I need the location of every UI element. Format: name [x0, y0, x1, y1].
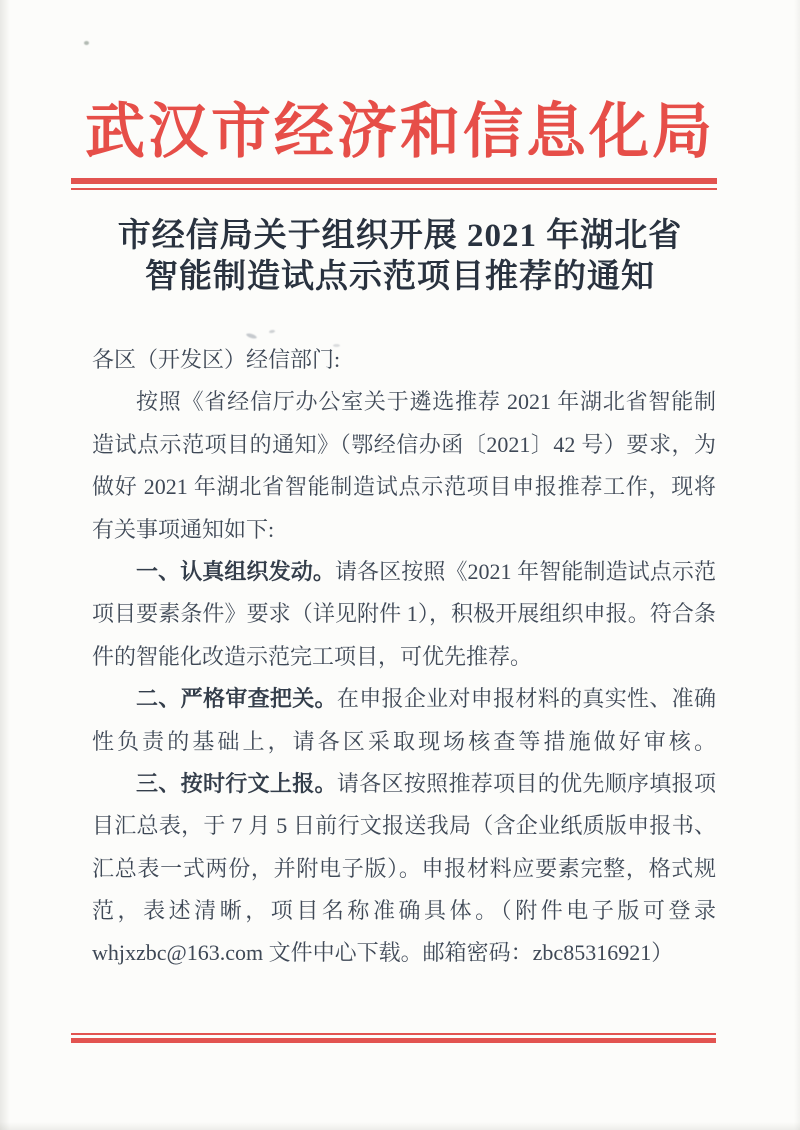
footer-rule-thick — [71, 1038, 716, 1043]
section-heading-3: 三、按时行文上报。 — [136, 770, 337, 796]
document-line: 范，表述清晰，项目名称准确具体。（附件电子版可登录 — [92, 898, 716, 924]
scan-artifact — [269, 330, 275, 334]
scan-edge-shadow — [0, 1122, 800, 1130]
contact-line: whjxzbc@163.com 文件中心下载。邮箱密码：zbc85316921） — [92, 940, 674, 966]
notice-body — [92, 339, 716, 975]
document-line: 三、按时行文上报。请各区按照推荐项目的优先顺序填报项 — [136, 770, 716, 796]
document-line: 项目要素条件》要求（详见附件 1），积极开展组织申报。符合条 — [92, 601, 716, 627]
document-line: 造试点示范项目的通知》（鄂经信办函〔2021〕42 号）要求，为 — [92, 431, 716, 457]
document-line: 性负责的基础上，请各区采取现场核查等措施做好审核。 — [92, 728, 716, 754]
notice-title-line-1: 市经信局关于组织开展 2021 年湖北省 — [117, 218, 683, 254]
section-heading-2: 二、严格审查把关。 — [136, 686, 337, 712]
document-line: 汇总表一式两份，并附电子版）。申报材料应要素完整，格式规 — [92, 855, 716, 881]
footer-rule-thin — [71, 1033, 716, 1035]
salutation-line: 各区（开发区）经信部门: — [92, 347, 341, 372]
scan-artifact — [84, 41, 89, 45]
notice-title-line-2: 智能制造试点示范项目推荐的通知 — [145, 259, 655, 295]
agency-letterhead: 武汉市经济和信息化局 — [85, 99, 715, 165]
section-heading-1: 一、认真组织发动。 — [136, 558, 335, 584]
letterhead-rule-thick — [71, 178, 717, 184]
document-line: 有关事项通知如下: — [92, 516, 275, 542]
document-line: 按照《省经信厅办公室关于遴选推荐 2021 年湖北省智能制 — [136, 389, 716, 415]
notice-title — [0, 216, 800, 298]
document-line: 一、认真组织发动。请各区按照《2021 年智能制造试点示范 — [136, 558, 716, 584]
document-line: 做好 2021 年湖北省智能制造试点示范项目申报推荐工作，现将 — [92, 474, 716, 500]
letterhead-rule-thin — [71, 188, 717, 190]
document-line: 目汇总表，于 7 月 5 日前行文报送我局（含企业纸质版申报书、 — [92, 813, 716, 839]
document-line: 二、严格审查把关。在申报企业对申报材料的真实性、准确 — [136, 686, 716, 712]
document-line: 件的智能化改造示范完工项目，可优先推荐。 — [92, 643, 533, 669]
